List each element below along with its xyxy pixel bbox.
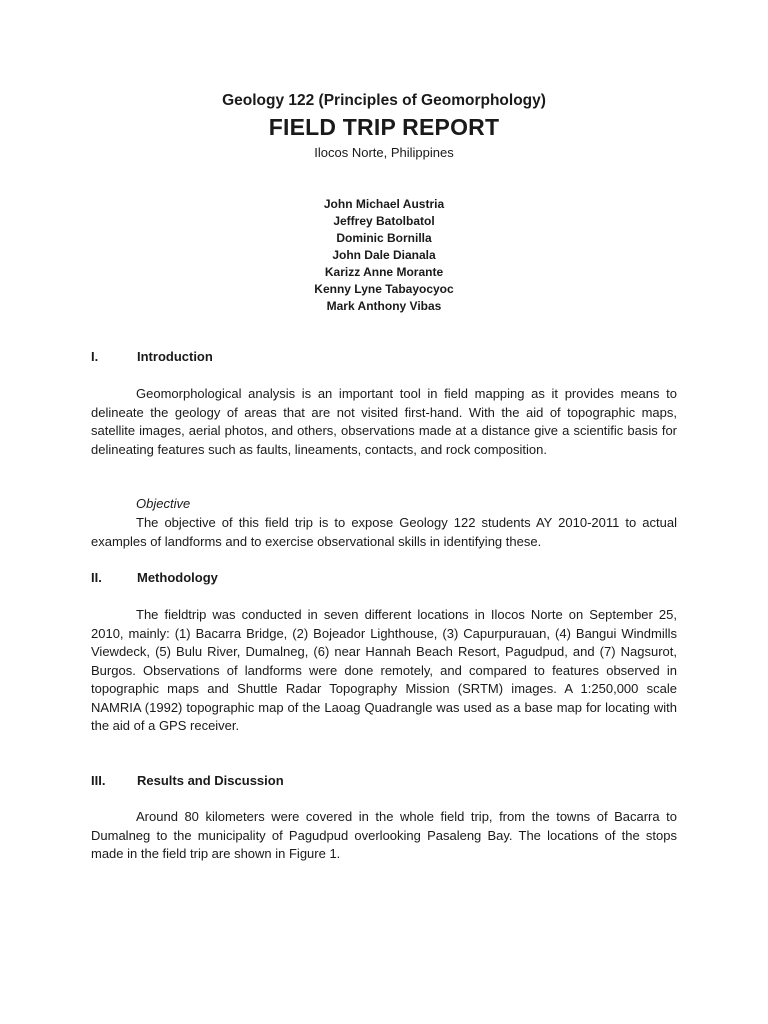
- report-title: FIELD TRIP REPORT: [268, 114, 500, 140]
- section-title: Methodology: [137, 570, 218, 585]
- section-heading-methodology: [91, 570, 218, 585]
- section-number: III.: [91, 773, 106, 788]
- paragraph-text: Geomorphological analysis is an important tool in field mapping as it provides means to delineate the geology of areas that are not visited first-hand. With the aid of topographic maps, satellite images, aerial photos, and others, observations made at a distance give a scientific basis for delineating features such as faults, lineaments, contacts, and rock composition.: [91, 386, 677, 457]
- author-name: John Michael Austria: [323, 197, 445, 211]
- author-name: Mark Anthony Vibas: [326, 299, 442, 313]
- author-list: [0, 196, 768, 315]
- paragraph-text: Around 80 kilometers were covered in the whole field trip, from the towns of Bacarra to Dumalneg to the municipality of Pagudpud overlooking Pasaleng Bay. The locations of the stops made in the field trip are shown in Figure 1.: [91, 809, 677, 861]
- results-paragraph: [91, 808, 677, 864]
- report-location: Ilocos Norte, Philippines: [314, 145, 454, 160]
- section-number: II.: [91, 570, 102, 585]
- methodology-paragraph: [91, 606, 677, 736]
- introduction-paragraph: [91, 385, 677, 459]
- author-name: Karizz Anne Morante: [324, 265, 444, 279]
- author-name: Jeffrey Batolbatol: [333, 214, 435, 228]
- section-title: Introduction: [137, 349, 213, 364]
- author-name: Kenny Lyne Tabayocyoc: [314, 282, 454, 296]
- author-name: John Dale Dianala: [332, 248, 436, 262]
- paragraph-text: The objective of this field trip is to expose Geology 122 students AY 2010-2011 to actual examples of landforms and to exercise observational skills in identifying these.: [91, 515, 677, 549]
- course-title: Geology 122 (Principles of Geomorphology): [222, 92, 546, 109]
- objective-paragraph: [91, 514, 677, 551]
- author-name: Dominic Bornilla: [336, 231, 432, 245]
- section-heading-results: [91, 773, 284, 788]
- section-title: Results and Discussion: [137, 773, 284, 788]
- section-number: I.: [91, 349, 99, 364]
- paragraph-text: The fieldtrip was conducted in seven different locations in Ilocos Norte on September 25, 2010, mainly: (1) Bacarra Bridge, (2) Bojeador Lighthouse, (3) Capurpurauan, (4) Bangui Windmills Viewdeck, (5) Bulu River, Dumalneg, (6) near Hannah Beach Resort, Pagudpud, and (7) Nagsurot, Burgos. Observations of landforms were done remotely, and compared to features observed in topographic maps and Shuttle Radar Topography Mission (SRTM) images. A 1:250,000 scale NAMRIA (1992) topographic map of the Laoag Quadrangle was used as a base map for locating with the aid of a GPS receiver.: [91, 607, 677, 733]
- section-heading-introduction: [91, 349, 213, 364]
- objective-label: Objective: [136, 496, 191, 511]
